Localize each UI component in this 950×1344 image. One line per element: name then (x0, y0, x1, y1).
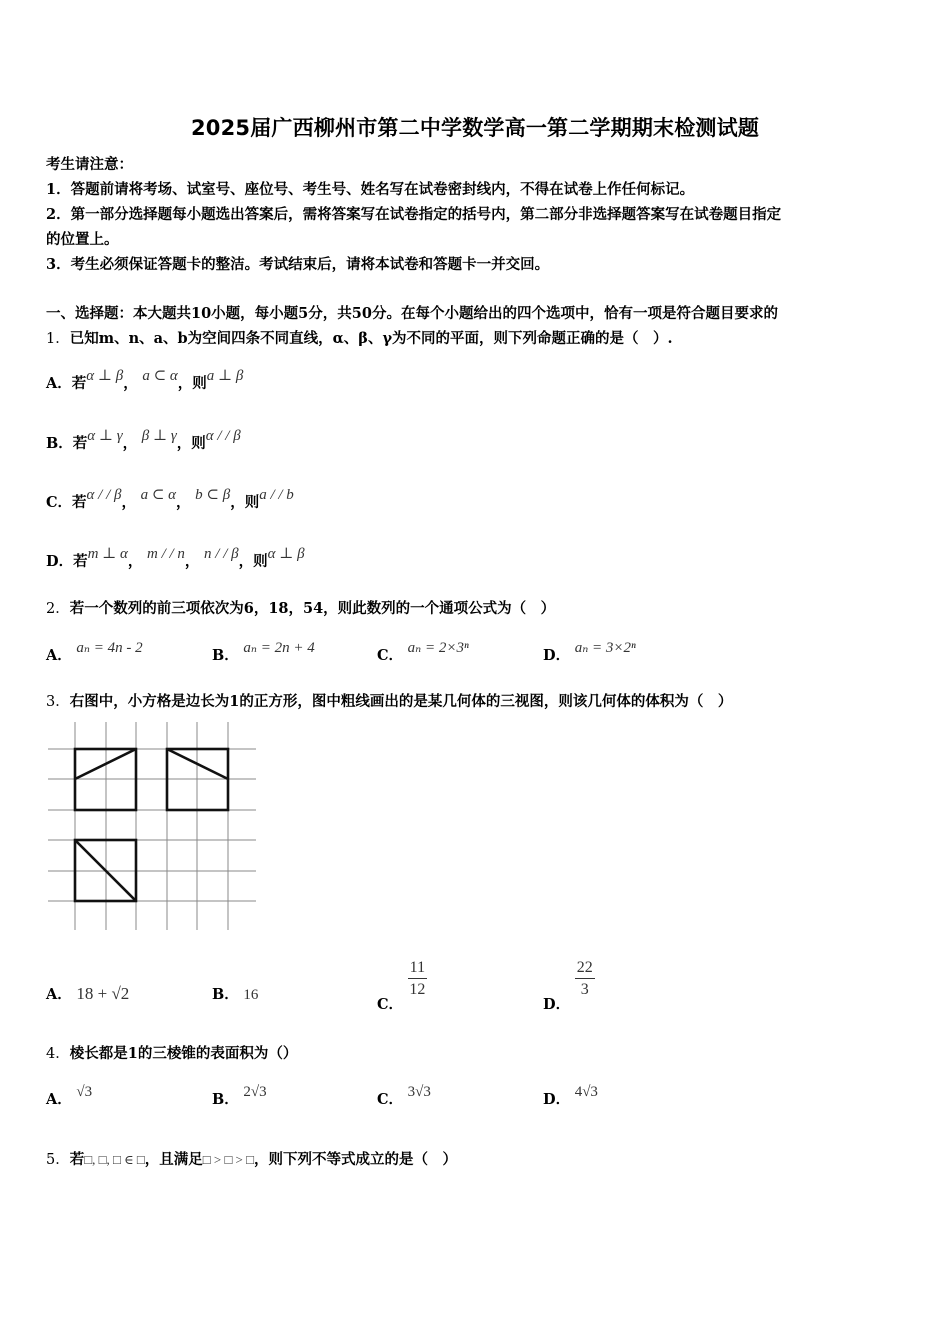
question-number: 3． (46, 694, 70, 710)
page-title: 2025届广西柳州市第二中学数学高一第二学期期末检测试题 (190, 116, 760, 140)
question-4 (46, 1042, 297, 1063)
q4-option-c[interactable]: C． 3√3 (377, 1084, 431, 1108)
q4-option-a[interactable]: A． √3 (46, 1084, 93, 1108)
question-3 (46, 690, 732, 711)
q2-option-c[interactable]: C． aₙ = 2×3ⁿ (377, 640, 469, 664)
notice-item-1: 1．答题前请将考场、试室号、座位号、考生号、姓名写在试卷密封线内，不得在试卷上作任何标记。 (46, 181, 695, 198)
q1-option-b[interactable]: B．若α ⊥ γ， β ⊥ γ，则α / / β (46, 428, 241, 452)
q3-option-a[interactable]: A． 18 + √2 (46, 984, 130, 1003)
question-number: 4． (46, 1046, 70, 1062)
question-1 (46, 327, 673, 348)
q3-option-b[interactable]: B． 16 (212, 986, 259, 1003)
q3-option-d[interactable]: D． $\frac{22}{3}$ (543, 959, 593, 1013)
q4-option-b[interactable]: B． 2√3 (212, 1084, 267, 1108)
question-5: 5．若□, □, □ ∈ □，且满足□ > □ > □，则下列不等式成立的是（ ） (46, 1151, 457, 1168)
q2-option-b[interactable]: B． aₙ = 2n + 4 (212, 640, 315, 664)
question-number: 5． (46, 1152, 70, 1168)
notice-item-2-cont: 的位置上。 (46, 231, 119, 248)
q2-option-a[interactable]: A． aₙ = 4n - 2 (46, 640, 143, 664)
q2-option-d[interactable]: D． aₙ = 3×2ⁿ (543, 640, 636, 664)
grid-lines (48, 722, 256, 930)
q3-option-c[interactable]: C． $\frac{11}{12}$ (377, 959, 426, 1013)
q4-option-d[interactable]: D． 4√3 (543, 1084, 598, 1108)
notice-item-3: 3．考生必须保证答题卡的整洁。考试结束后，请将本试卷和答题卡一并交回。 (46, 256, 550, 273)
section-header: 一、选择题：本大题共10小题，每小题5分，共50分。在每个小题给出的四个选项中，恰有一项是符合题目要求的 (46, 305, 778, 322)
notice-heading: 考生请注意： (46, 156, 133, 173)
three-view-figure (48, 722, 258, 932)
question-2 (46, 597, 555, 618)
question-text: 已知m、n、a、b为空间四条不同直线，α、β、γ为不同的平面，则下列命题正确的是（ ）. (69, 330, 673, 347)
question-text: 若一个数列的前三项依次为6，18，54，则此数列的一个通项公式为（ ） (69, 600, 556, 617)
question-text: 右图中，小方格是边长为1的正方形，图中粗线画出的是某几何体的三视图，则该几何体的体积为（ ） (69, 693, 733, 710)
q1-option-d[interactable]: D．若m ⊥ α， m / / n， n / / β，则α ⊥ β (46, 546, 305, 570)
question-number: 1． (46, 331, 70, 347)
q1-option-a[interactable]: A．若α ⊥ β， a ⊂ α，则a ⊥ β (46, 368, 244, 392)
notice-item-2: 2．第一部分选择题每小题选出答案后，需将答案写在试卷指定的括号内，第二部分非选择题答案写在试卷题目指定 (46, 206, 782, 223)
question-number: 2． (46, 601, 70, 617)
q1-option-c[interactable]: C．若α / / β， a ⊂ α， b ⊂ β，则a / / b (46, 487, 294, 511)
question-text: 棱长都是1的三棱锥的表面积为（） (69, 1045, 298, 1062)
